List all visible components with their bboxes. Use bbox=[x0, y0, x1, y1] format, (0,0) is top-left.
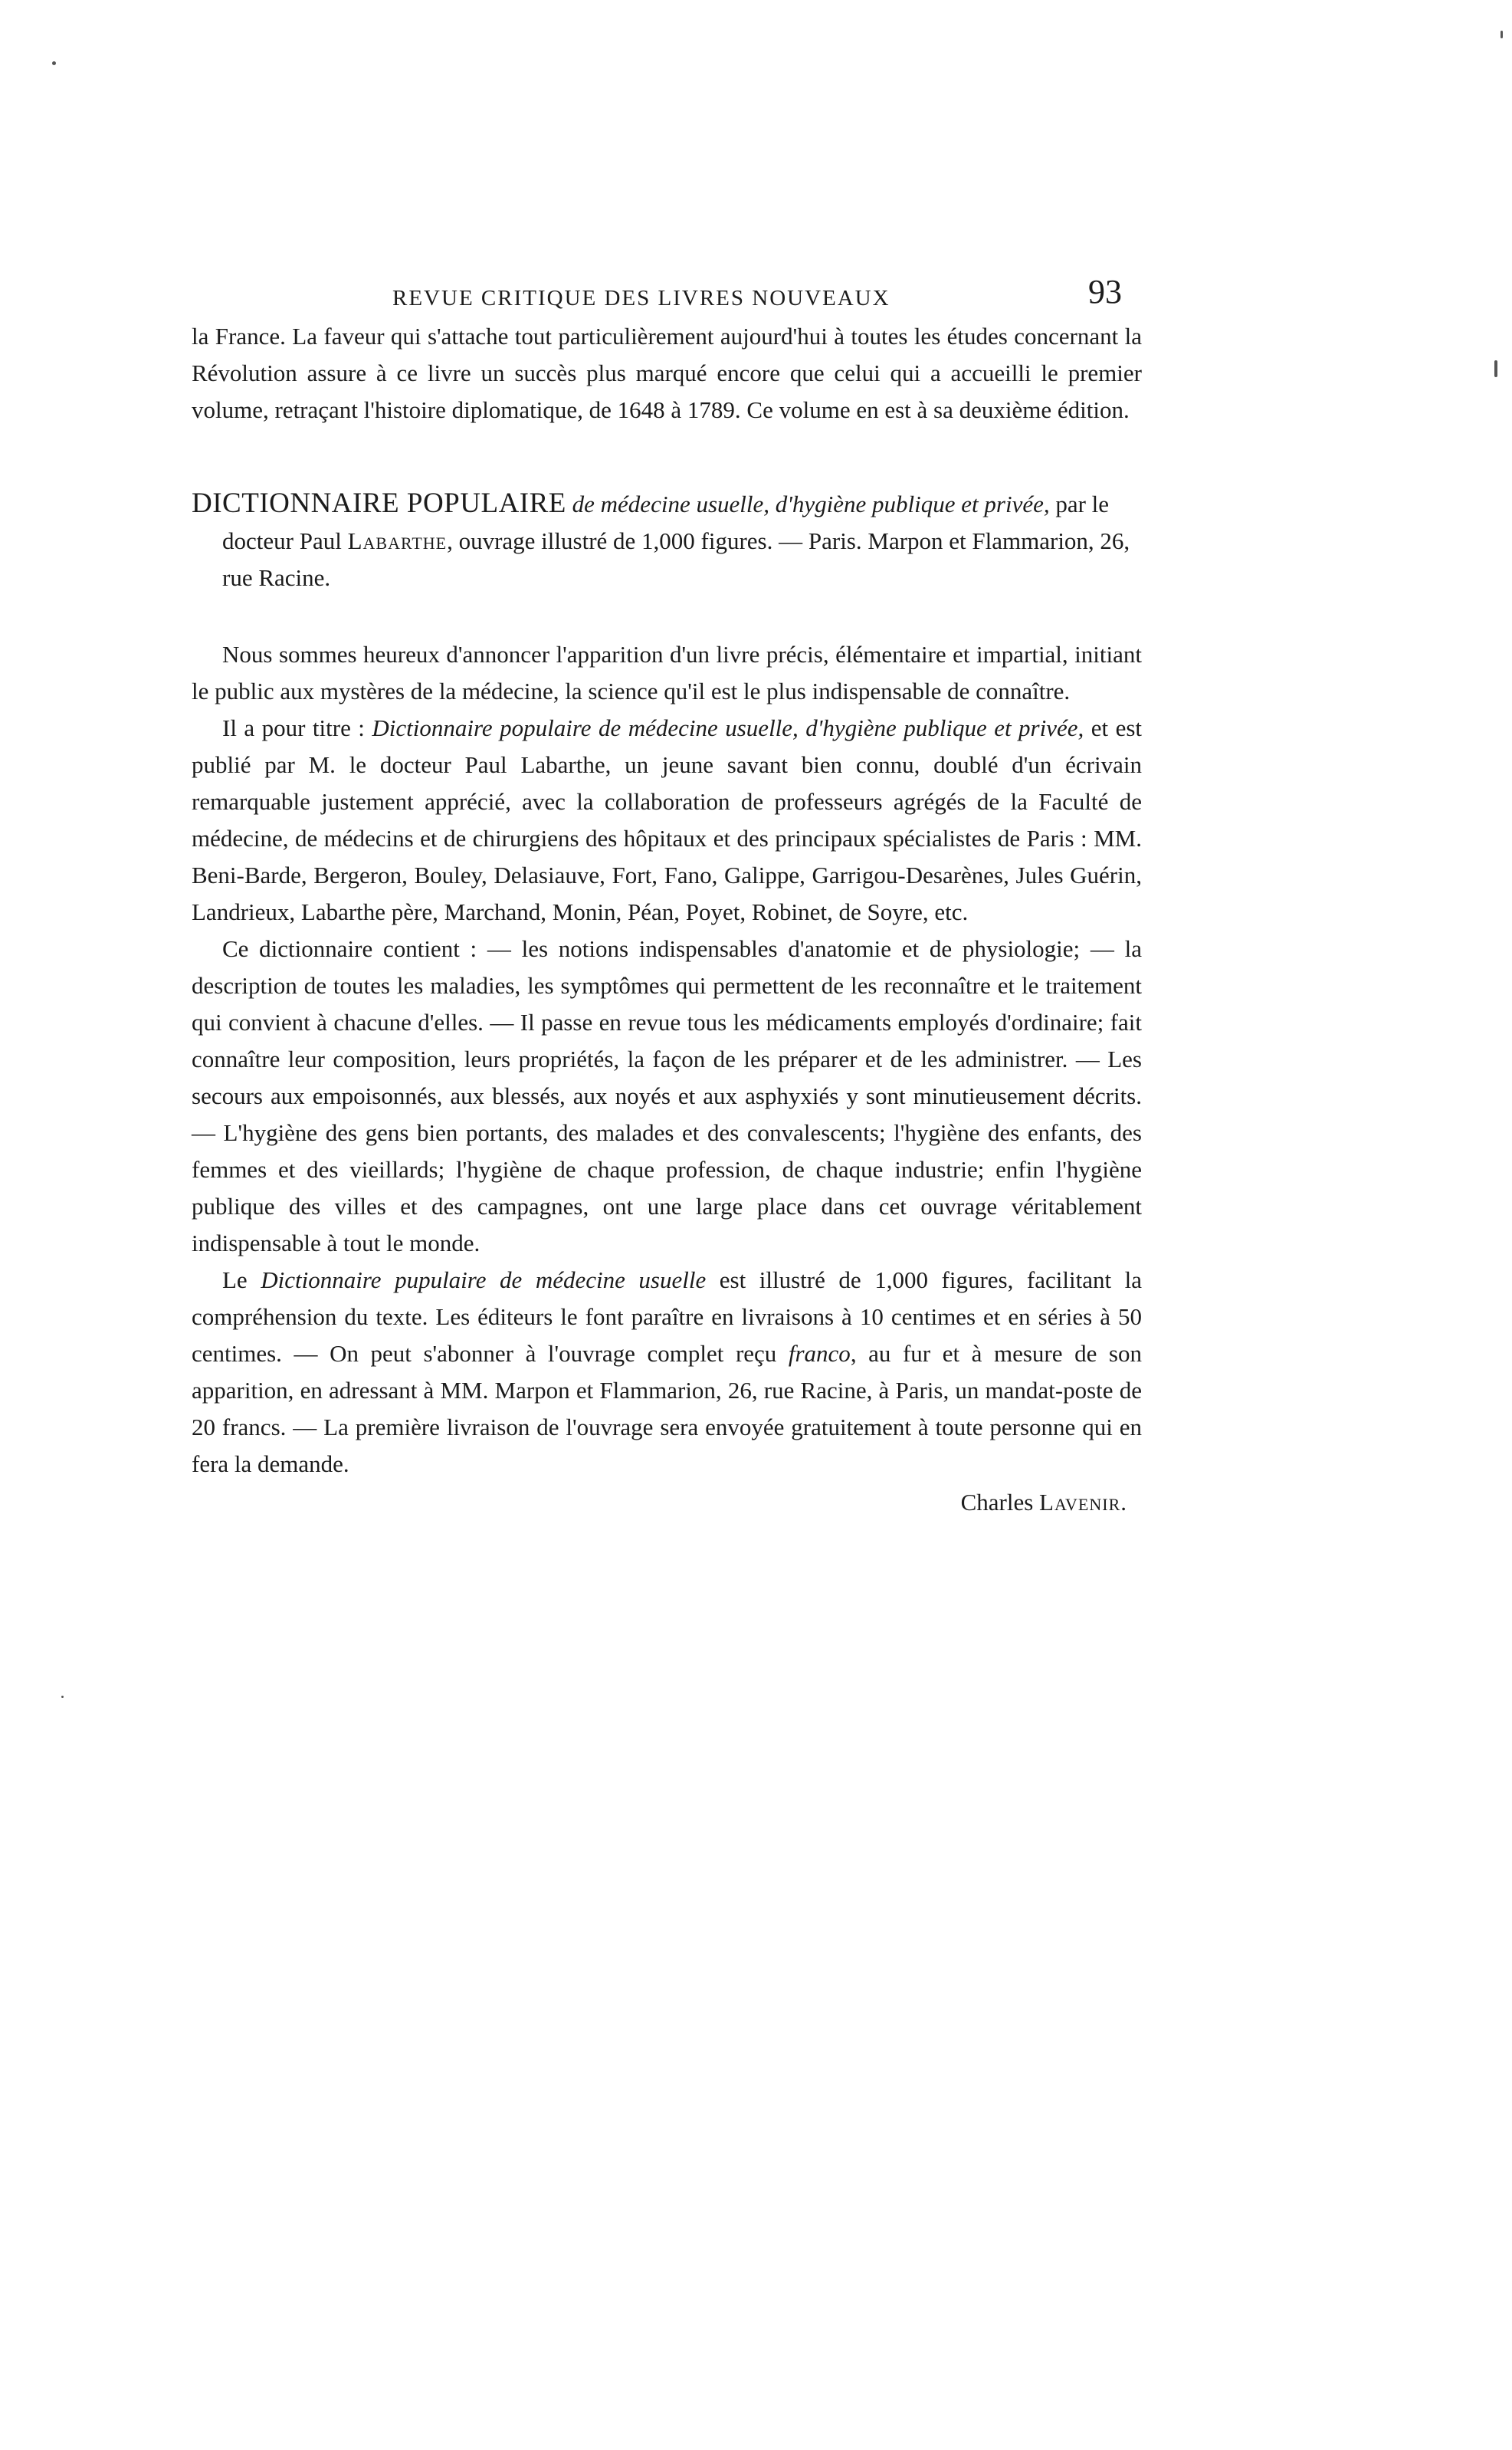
scan-speck bbox=[1501, 31, 1503, 38]
running-header bbox=[192, 272, 1142, 318]
entry-author-prefix: par le docteur Paul bbox=[222, 491, 1110, 554]
p2-text: et est publié par M. le docteur Paul Labarthe, un jeune savant bien connu, doublé d'un écrivain remarquable justement apprécié, avec la collaboration de professeurs agrégés de la Faculté de médecine, de médecins et de chirurgiens des hôpitaux et des principaux spécialistes de Paris : MM. Beni-Barde, Bergeron, Bouley, Delasiauve, Fort, Fano, Galippe, Garrigou-Desarènes, Jules Guérin, Landrieux, Labarthe père, Marchand, Monin, Péan, Poyet, Robinet, de Soyre, etc. bbox=[192, 714, 1143, 925]
review-paragraph-2 bbox=[192, 710, 1142, 931]
entry-subtitle: de médecine usuelle, d'hygiène publique et privée, bbox=[572, 491, 1050, 517]
review-paragraph-4 bbox=[192, 1262, 1142, 1483]
scan-speck bbox=[52, 61, 56, 65]
review-paragraph-3: Ce dictionnaire contient : — les notions indispensables d'anatomie et de physiologie; — la description de toutes les maladies, les symptômes qui permettent de les reconnaître et le traitement qui convient à chacune d'elles. — Il passe en revue tous les médicaments employés d'ordinaire; fait connaître leur composition, leurs propriétés, la façon de les préparer et de les administrer. — Les secours aux empoisonnés, aux blessés, aux noyés et aux asphyxiés y sont minutieusement décrits. — L'hygiène des gens bien portants, des malades et des convalescents; l'hygiène des enfants, des femmes et des vieillards; l'hygiène de chaque profession, de chaque industrie; enfin l'hygiène publique des villes et des campagnes, ont une large place dans cet ouvrage véritablement indispensable à tout le monde. bbox=[192, 935, 1142, 1256]
scan-speck bbox=[1494, 360, 1497, 377]
p4-lead: Le bbox=[222, 1266, 261, 1293]
p4-text: est illustré de 1,000 figures, facilitant la compréhension du texte. Les éditeurs le font paraître en livraisons à 10 centimes et en séries à 50 centimes. — On peut s'abonner à l'ouvrage complet reçu bbox=[192, 1266, 1142, 1367]
p4-franco: franco bbox=[788, 1340, 851, 1367]
page-number: 93 bbox=[1088, 273, 1122, 310]
p2-lead: Il a pour titre : bbox=[222, 714, 372, 741]
entry-author-name: Labarthe bbox=[347, 527, 448, 554]
bibliographic-entry bbox=[192, 485, 1142, 596]
document-page bbox=[192, 272, 1142, 1521]
signature-first-name: Charles bbox=[960, 1489, 1040, 1516]
scan-speck bbox=[61, 1696, 64, 1698]
entry-heading bbox=[192, 485, 1142, 596]
review-body bbox=[192, 636, 1142, 1483]
signature-last-name: Lavenir bbox=[1039, 1489, 1121, 1516]
entry-details: , ouvrage illustré de 1,000 figures. — Paris. Marpon et Flammarion, 26, rue Racine. bbox=[222, 527, 1130, 591]
p2-book-title: Dictionnaire populaire de médecine usuelle, d'hygiène publique et privée, bbox=[372, 714, 1084, 741]
entry-title: DICTIONNAIRE POPULAIRE bbox=[192, 488, 566, 519]
running-title: REVUE CRITIQUE DES LIVRES NOUVEAUX bbox=[392, 286, 890, 310]
continuation-paragraph: la France. La faveur qui s'attache tout particulièrement aujourd'hui à toutes les études concernant la Révolution assure à ce livre un succès plus marqué encore que celui qui a accueilli le premier volume, retraçant l'histoire diplomatique, de 1648 à 1789. Ce volume en est à sa deuxième édition. bbox=[192, 323, 1142, 423]
signature-end: . bbox=[1120, 1489, 1127, 1516]
p4-text-end: , au fur et à mesure de son apparition, en adressant à MM. Marpon et Flammarion, 26, rue Racine, à Paris, un mandat-poste de 20 francs. — La première livraison de l'ouvrage sera envoyée gratuitement à toute personne qui en fera la demande. bbox=[192, 1340, 1142, 1477]
p4-book-title: Dictionnaire pupulaire de médecine usuelle bbox=[261, 1266, 707, 1293]
signature bbox=[192, 1484, 1127, 1521]
review-paragraph-1: Nous sommes heureux d'annoncer l'apparition d'un livre précis, élémentaire et impartial, initiant le public aux mystères de la médecine, la science qu'il est le plus indispensable de connaître. bbox=[192, 641, 1142, 704]
